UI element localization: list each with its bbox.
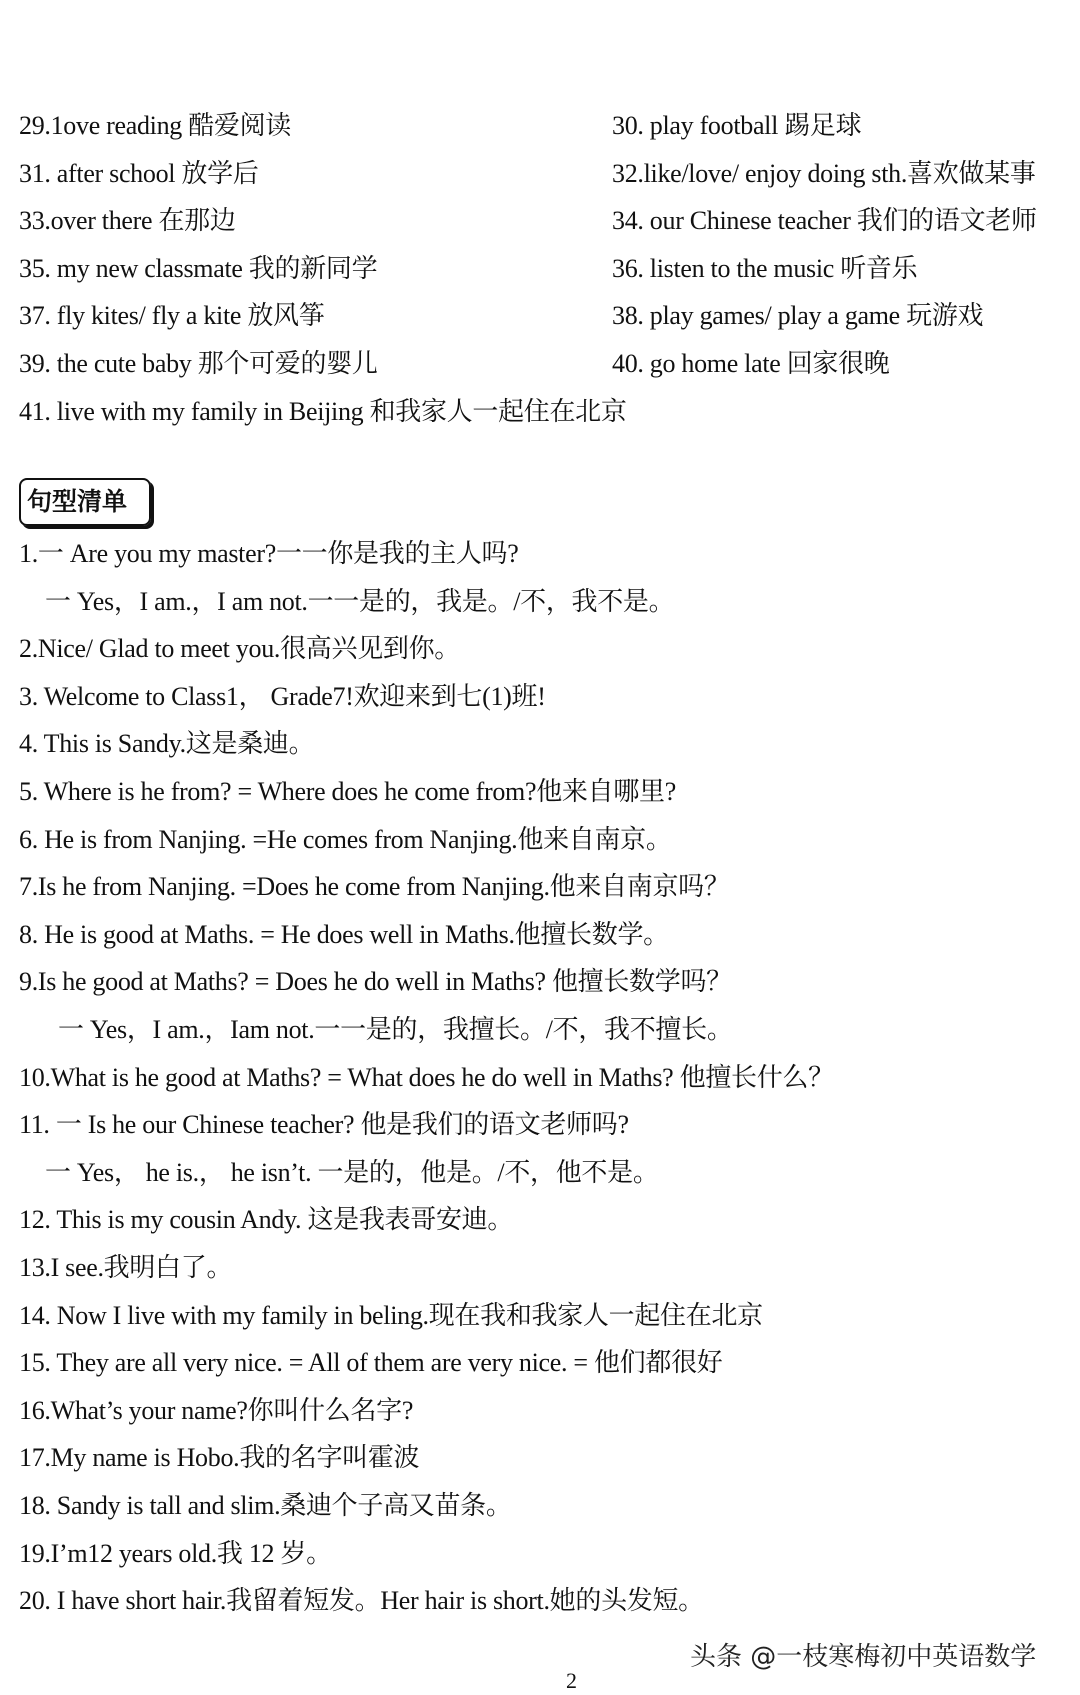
list-item: 39. the cute baby 那个可爱的婴儿 [19,349,378,378]
list-item: 一 Yes， he is.， he isn’t. 一是的，他是。/不，他不是。 [45,1157,659,1187]
list-item: 15. They are all very nice. = All of them are very nice. = 他们都很好 [19,1348,723,1378]
list-item: 29.1ove reading 酷爱阅读 [19,111,292,140]
list-item: 9.Is he good at Maths? = Does he do well in Maths? 他擅长数学吗？ [19,967,732,997]
list-item: 2.Nice/ Glad to meet you.很高兴见到你。 [19,634,460,664]
list-item: 19.I’m12 years old.我 12 岁。 [19,1538,332,1568]
list-item: 14. Now I live with my family in beling.现在我和我家人一起住在北京 [19,1300,763,1330]
list-item: 36. listen to the music 听音乐 [612,253,918,283]
list-item: 20. I have short hair.我留着短发。Her hair is short.她的头发短。 [19,1586,704,1616]
list-item: 8. He is good at Maths. = He does well in Maths.他擅长数学。 [19,919,669,949]
list-item: 11. 一 Is he our Chinese teacher? 他是我们的语文老师吗? [19,1110,629,1140]
list-item: 16.What’s your name?你叫什么名字? [19,1395,414,1425]
list-item: 4. This is Sandy.这是桑迪。 [19,729,315,759]
list-item: 37. fly kites/ fly a kite 放风筝 [19,301,325,331]
list-item: 32.like/love/ enjoy doing sth.喜欢做某事 [612,158,1036,188]
list-item: 30. play football 踢足球 [612,111,862,140]
list-item: 41. live with my family in Beijing 和我家人一起住在北京 [19,396,627,426]
section-title: 句型清单 [19,478,151,526]
list-item: 31. after school 放学后 [19,158,259,188]
list-item: 38. play games/ play a game 玩游戏 [612,301,984,331]
list-item: 17.My name is Hobo.我的名字叫霍波 [19,1443,420,1473]
list-item: 5. Where is he from? = Where does he come from?他来自哪里? [19,777,676,806]
list-item: 12. This is my cousin Andy. 这是我表哥安迪。 [19,1205,514,1235]
list-item: 13.I see.我明白了。 [19,1253,233,1282]
list-item: 35. my new classmate 我的新同学 [19,253,378,283]
list-item: 6. He is from Nanjing. =He comes from Nanjing.他来自南京。 [19,824,672,854]
list-item: 33.over there 在那边 [19,206,236,236]
list-item: 1.一 Are you my master?一一你是我的主人吗? [19,539,519,568]
list-item: 一 Yes，I am.，I am not.一一是的，我是。/不，我不是。 [45,586,675,616]
list-item: 40. go home late 回家很晚 [612,349,890,378]
list-item: 34. our Chinese teacher 我们的语文老师 [612,206,1037,236]
watermark: 头条 @一枝寒梅初中英语数学 [690,1642,1037,1672]
list-item: 7.Is he from Nanjing. =Does he come from Nanjing.他来自南京吗？ [19,872,730,902]
page-number: 2 [566,1668,577,1693]
list-item: 10.What is he good at Maths? = What does he do well in Maths? 他擅长什么？ [19,1062,834,1092]
list-item: 一 Yes，I am.，Iam not.一一是的，我擅长。/不，我不擅长。 [58,1015,733,1044]
list-item: 18. Sandy is tall and slim.桑迪个子高又苗条。 [19,1491,512,1520]
list-item: 3. Welcome to Class1， Grade7!欢迎来到七(1)班! [19,681,546,711]
